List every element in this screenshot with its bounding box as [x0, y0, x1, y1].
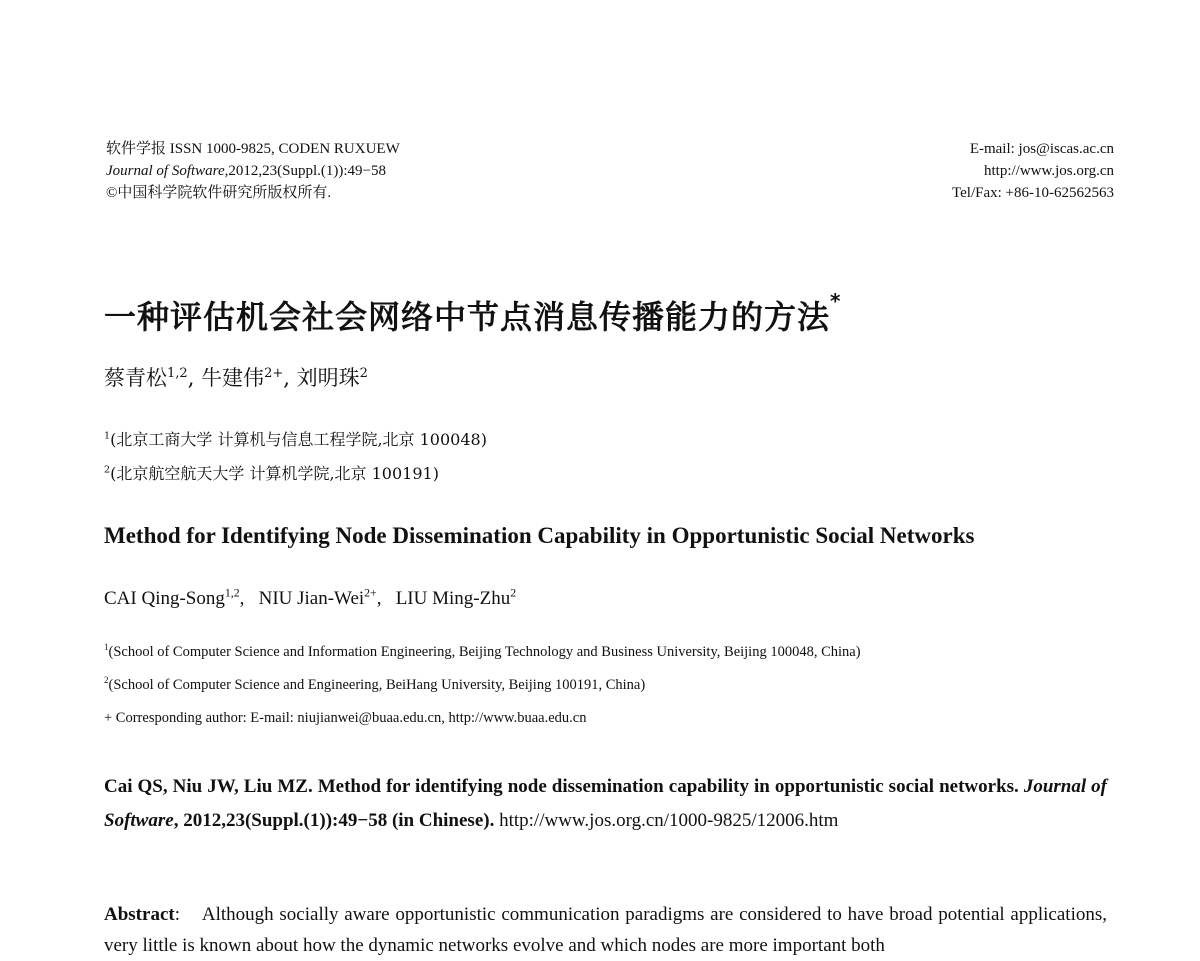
- journal-issn-line: 软件学报 ISSN 1000-9825, CODEN RUXUEW: [106, 141, 400, 157]
- english-author-1: CAI Qing-Song: [104, 588, 225, 609]
- english-author-2-sup: 2+: [364, 586, 377, 600]
- citation-block: [104, 770, 1107, 838]
- journal-email: E-mail: jos@iscas.ac.cn: [969, 141, 1114, 157]
- journal-website: http://www.jos.org.cn: [984, 163, 1114, 179]
- chinese-affiliation-1-text: (北京工商大学 计算机与信息工程学院,北京 100048): [110, 430, 487, 449]
- english-author-3: LIU Ming-Zhu: [395, 588, 511, 609]
- journal-volume: ,2012,23(Suppl.(1)):49−58: [224, 163, 386, 179]
- chinese-affiliation-2: [104, 464, 439, 484]
- chinese-affiliation-2-sup: 2: [104, 464, 111, 476]
- abstract-text: Although socially aware opportunistic communication paradigms are considered to have broad potential applications, very little is known about how the dynamic networks evolve and which nodes are more important both: [104, 904, 1107, 956]
- abstract-colon: :: [174, 904, 180, 925]
- english-affiliation-1: [104, 644, 861, 661]
- chinese-affiliation-1: [104, 430, 487, 450]
- journal-telfax: Tel/Fax: +86-10-62562563: [952, 185, 1114, 201]
- abstract-label: Abstract: [104, 904, 175, 925]
- chinese-title: [104, 289, 842, 338]
- chinese-affiliation-1-sup: 1: [104, 430, 111, 442]
- chinese-authors: [104, 362, 368, 392]
- journal-citation-line: [106, 160, 400, 182]
- english-affiliation-1-sup: 1: [104, 642, 109, 653]
- english-author-2: NIU Jian-Wei: [258, 588, 365, 609]
- author-separator: ,: [187, 366, 202, 390]
- english-affiliation-2: [104, 677, 645, 694]
- author-separator: ,: [239, 588, 259, 609]
- chinese-author-3-sup: 2: [359, 366, 368, 381]
- journal-header-left: [106, 138, 400, 204]
- chinese-author-3: 刘明珠: [296, 366, 360, 390]
- chinese-author-1: 蔡青松: [104, 366, 167, 390]
- corresponding-author: + Corresponding author: E-mail: niujianwei@buaa.edu.cn, http://www.buaa.edu.cn: [104, 710, 587, 726]
- citation-journal: Journal of Software: [104, 776, 1107, 831]
- chinese-affiliation-2-text: (北京航空航天大学 计算机学院,北京 100191): [110, 464, 439, 483]
- citation-authors-title: Cai QS, Niu JW, Liu MZ. Method for identifying node dissemination capability in opportunistic social networks.: [104, 776, 1019, 797]
- chinese-author-1-sup: 1,2: [167, 366, 188, 381]
- english-affiliation-1-text: (School of Computer Science and Information Engineering, Beijing Technology and Business University, Beijing 100048, China): [108, 644, 861, 660]
- title-footnote-mark: *: [830, 289, 842, 314]
- english-author-1-sup: 1,2: [224, 586, 240, 600]
- english-affiliation-2-sup: 2: [104, 675, 109, 686]
- english-author-3-sup: 2: [510, 586, 517, 600]
- journal-name: Journal of Software: [106, 163, 225, 179]
- english-affiliation-2-text: (School of Computer Science and Engineering, BeiHang University, Beijing 100191, China): [108, 677, 646, 693]
- citation-volume: , 2012,23(Suppl.(1)):49−58 (in Chinese).: [173, 810, 495, 831]
- journal-header-right: [952, 138, 1114, 204]
- copyright-line: ©中国科学院软件研究所版权所有.: [106, 185, 332, 201]
- author-separator: ,: [283, 366, 297, 390]
- abstract-block: [104, 899, 1107, 961]
- chinese-author-2: 牛建伟: [201, 366, 265, 390]
- chinese-author-2-sup: 2+: [264, 366, 284, 381]
- english-title: Method for Identifying Node Dissemination Capability in Opportunistic Social Networks: [104, 523, 975, 548]
- english-authors: [104, 588, 516, 610]
- chinese-title-text: 一种评估机会社会网络中节点消息传播能力的方法: [104, 298, 831, 336]
- citation-url[interactable]: http://www.jos.org.cn/1000-9825/12006.htm: [499, 810, 839, 831]
- author-separator: ,: [376, 588, 396, 609]
